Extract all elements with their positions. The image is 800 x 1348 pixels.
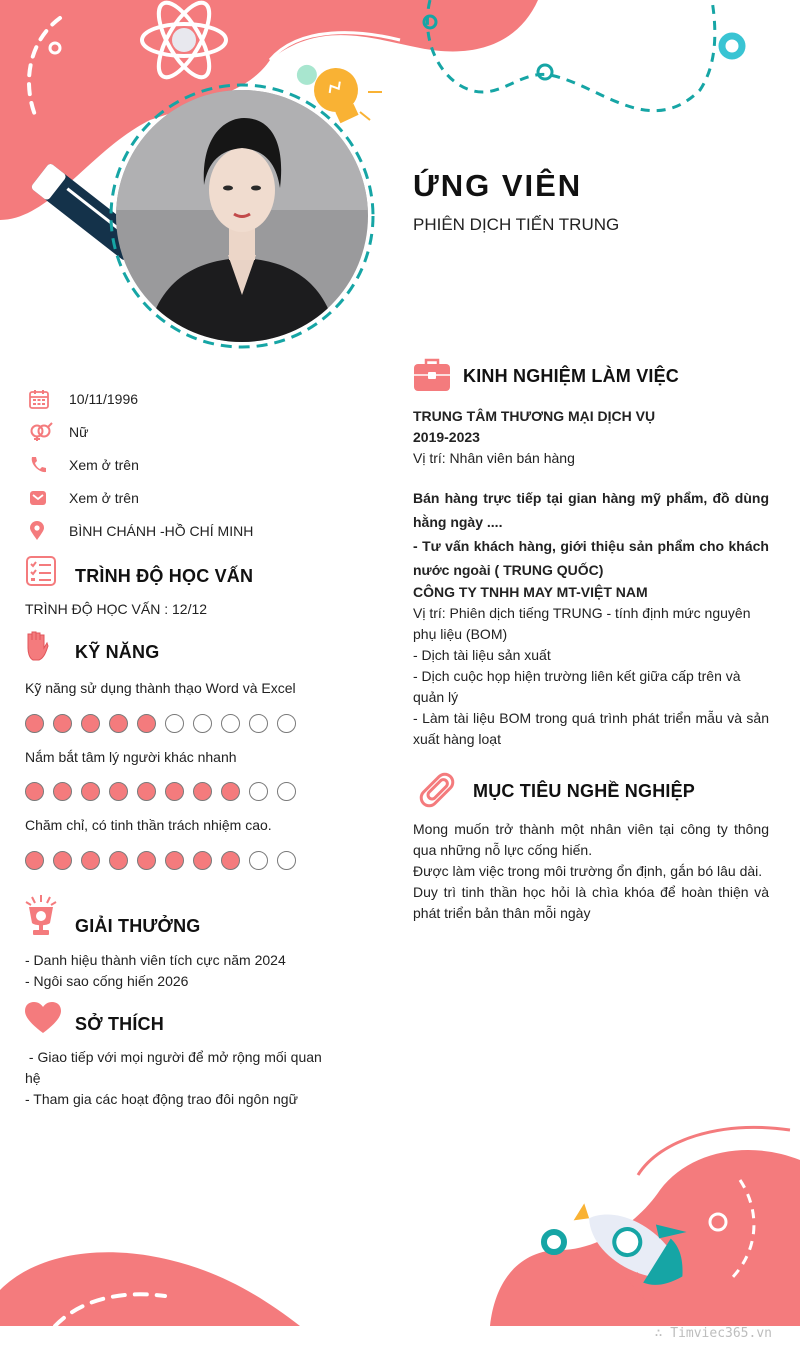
rating-dot-empty [193, 714, 212, 733]
skills-icon [25, 630, 49, 667]
gender-text: Nữ [69, 423, 89, 440]
experience-title: KINH NGHIỆM LÀM VIỆC [463, 366, 680, 386]
rating-dot-filled [25, 851, 44, 870]
rating-dot-filled [193, 782, 212, 801]
skill-label-1: Kỹ năng sử dụng thành thạo Word và Excel [25, 680, 296, 696]
rating-dot-filled [221, 851, 240, 870]
objective-p3: Duy trì tinh thần học hỏi là chìa khóa để hoàn thiện và phát triển bản thân mỗi ngày [413, 884, 769, 921]
rating-dot-filled [221, 782, 240, 801]
skill-label-3: Chăm chỉ, có tinh thần trách nhiệm cao. [25, 817, 272, 833]
hobbies-title: SỞ THÍCH [75, 1014, 164, 1034]
rating-dot-empty [249, 782, 268, 801]
briefcase-icon [413, 358, 451, 397]
contact-list [25, 382, 345, 547]
rating-dot-filled [109, 851, 128, 870]
birthday-text: 10/11/1996 [69, 390, 139, 407]
rating-dot-filled [81, 714, 100, 733]
rating-dot-empty [221, 714, 240, 733]
role-1: Vị trí: Nhân viên bán hàng [413, 450, 575, 466]
location-icon [25, 521, 69, 541]
rating-dot-filled [137, 782, 156, 801]
candidate-name: ỨNG VIÊN [413, 168, 583, 203]
rating-dot-filled [109, 782, 128, 801]
phone-text: Xem ở trên [69, 456, 139, 473]
phone-icon [25, 456, 69, 474]
education-text: TRÌNH ĐỘ HỌC VẤN : 12/12 [25, 601, 208, 617]
rating-dot-filled [109, 714, 128, 733]
duty-1: Bán hàng trực tiếp tại gian hàng mỹ phẩm, đồ dùng hằng ngày .... [413, 490, 769, 530]
gender-row [25, 415, 345, 448]
awards-title: GIẢI THƯỞNG [75, 916, 201, 936]
address-row [25, 514, 345, 547]
paperclip-icon [416, 770, 458, 815]
award-line-2: - Ngôi sao cống hiến 2026 [25, 973, 189, 989]
trophy-icon [25, 893, 57, 944]
education-icon [25, 555, 57, 592]
company-1: TRUNG TÂM THƯƠNG MẠI DỊCH VỤ [413, 408, 656, 424]
email-row [25, 481, 345, 514]
candidate-position: PHIÊN DỊCH TIẾN TRUNG [413, 215, 620, 234]
address-text: BÌNH CHÁNH -HỒ CHÍ MINH [69, 522, 254, 539]
rating-dot-filled [53, 714, 72, 733]
rating-dot-filled [165, 782, 184, 801]
rating-dot-filled [165, 851, 184, 870]
rating-dot-empty [165, 714, 184, 733]
award-line-1: - Danh hiệu thành viên tích cực năm 2024 [25, 952, 286, 968]
task-1: - Dịch tài liệu sản xuất [413, 647, 551, 663]
rating-dot-filled [25, 782, 44, 801]
rating-dot-empty [277, 851, 296, 870]
gender-icon [25, 422, 69, 442]
task-2: - Dịch cuộc họp hiện trường liên kết giữa cấp trên và quản lý [413, 668, 741, 705]
role-2: Vị trí: Phiên dịch tiếng TRUNG - tính định mức nguyên phụ liệu (BOM) [413, 605, 751, 642]
skill-rating-1 [25, 714, 296, 733]
rating-dot-filled [193, 851, 212, 870]
task-3: - Làm tài liệu BOM trong quá trình phát triển mẫu và sản xuất hàng loạt [413, 710, 769, 747]
rating-dot-filled [81, 851, 100, 870]
rating-dot-filled [25, 714, 44, 733]
skills-title: KỸ NĂNG [75, 642, 160, 662]
rating-dot-filled [81, 782, 100, 801]
phone-row [25, 448, 345, 481]
rating-dot-filled [53, 782, 72, 801]
duty-2: - Tư vấn khách hàng, giới thiệu sản phẩm cho khách nước ngoài ( TRUNG QUỐC) [413, 538, 769, 578]
calendar-icon [25, 389, 69, 409]
email-icon [25, 489, 69, 507]
rating-dot-empty [277, 782, 296, 801]
hobby-line-1: - Giao tiếp với mọi người để mở rộng mối quan hệ [25, 1049, 326, 1086]
rating-dot-empty [249, 851, 268, 870]
skill-rating-3 [25, 851, 296, 870]
birthday-row [25, 382, 345, 415]
rating-dot-filled [53, 851, 72, 870]
education-title: TRÌNH ĐỘ HỌC VẤN [75, 566, 254, 586]
profile-photo [116, 90, 368, 342]
rating-dot-empty [277, 714, 296, 733]
skill-label-2: Nắm bắt tâm lý người khác nhanh [25, 749, 237, 765]
heart-icon [25, 1002, 61, 1039]
experience-body [413, 406, 769, 750]
objective-title: MỤC TIÊU NGHỀ NGHIỆP [473, 781, 696, 801]
company-2: CÔNG TY TNHH MAY MT-VIỆT NAM [413, 584, 648, 600]
objective-body [413, 819, 769, 924]
skill-rating-2 [25, 782, 296, 801]
objective-p1: Mong muốn trở thành một nhân viên tại công ty thông qua những nỗ lực cống hiến. [413, 821, 769, 858]
period-1: 2019-2023 [413, 429, 480, 445]
rating-dot-empty [249, 714, 268, 733]
footer-brand[interactable]: ∴ Timviec365.vn [654, 1326, 772, 1341]
rating-dot-filled [137, 714, 156, 733]
hobby-line-2: - Tham gia các hoạt động trao đôi ngôn ngữ [25, 1091, 298, 1107]
email-text: Xem ở trên [69, 489, 139, 506]
rating-dot-filled [137, 851, 156, 870]
objective-p2: Được làm việc trong môi trường ổn định, gắn bó lâu dài. [413, 863, 763, 879]
